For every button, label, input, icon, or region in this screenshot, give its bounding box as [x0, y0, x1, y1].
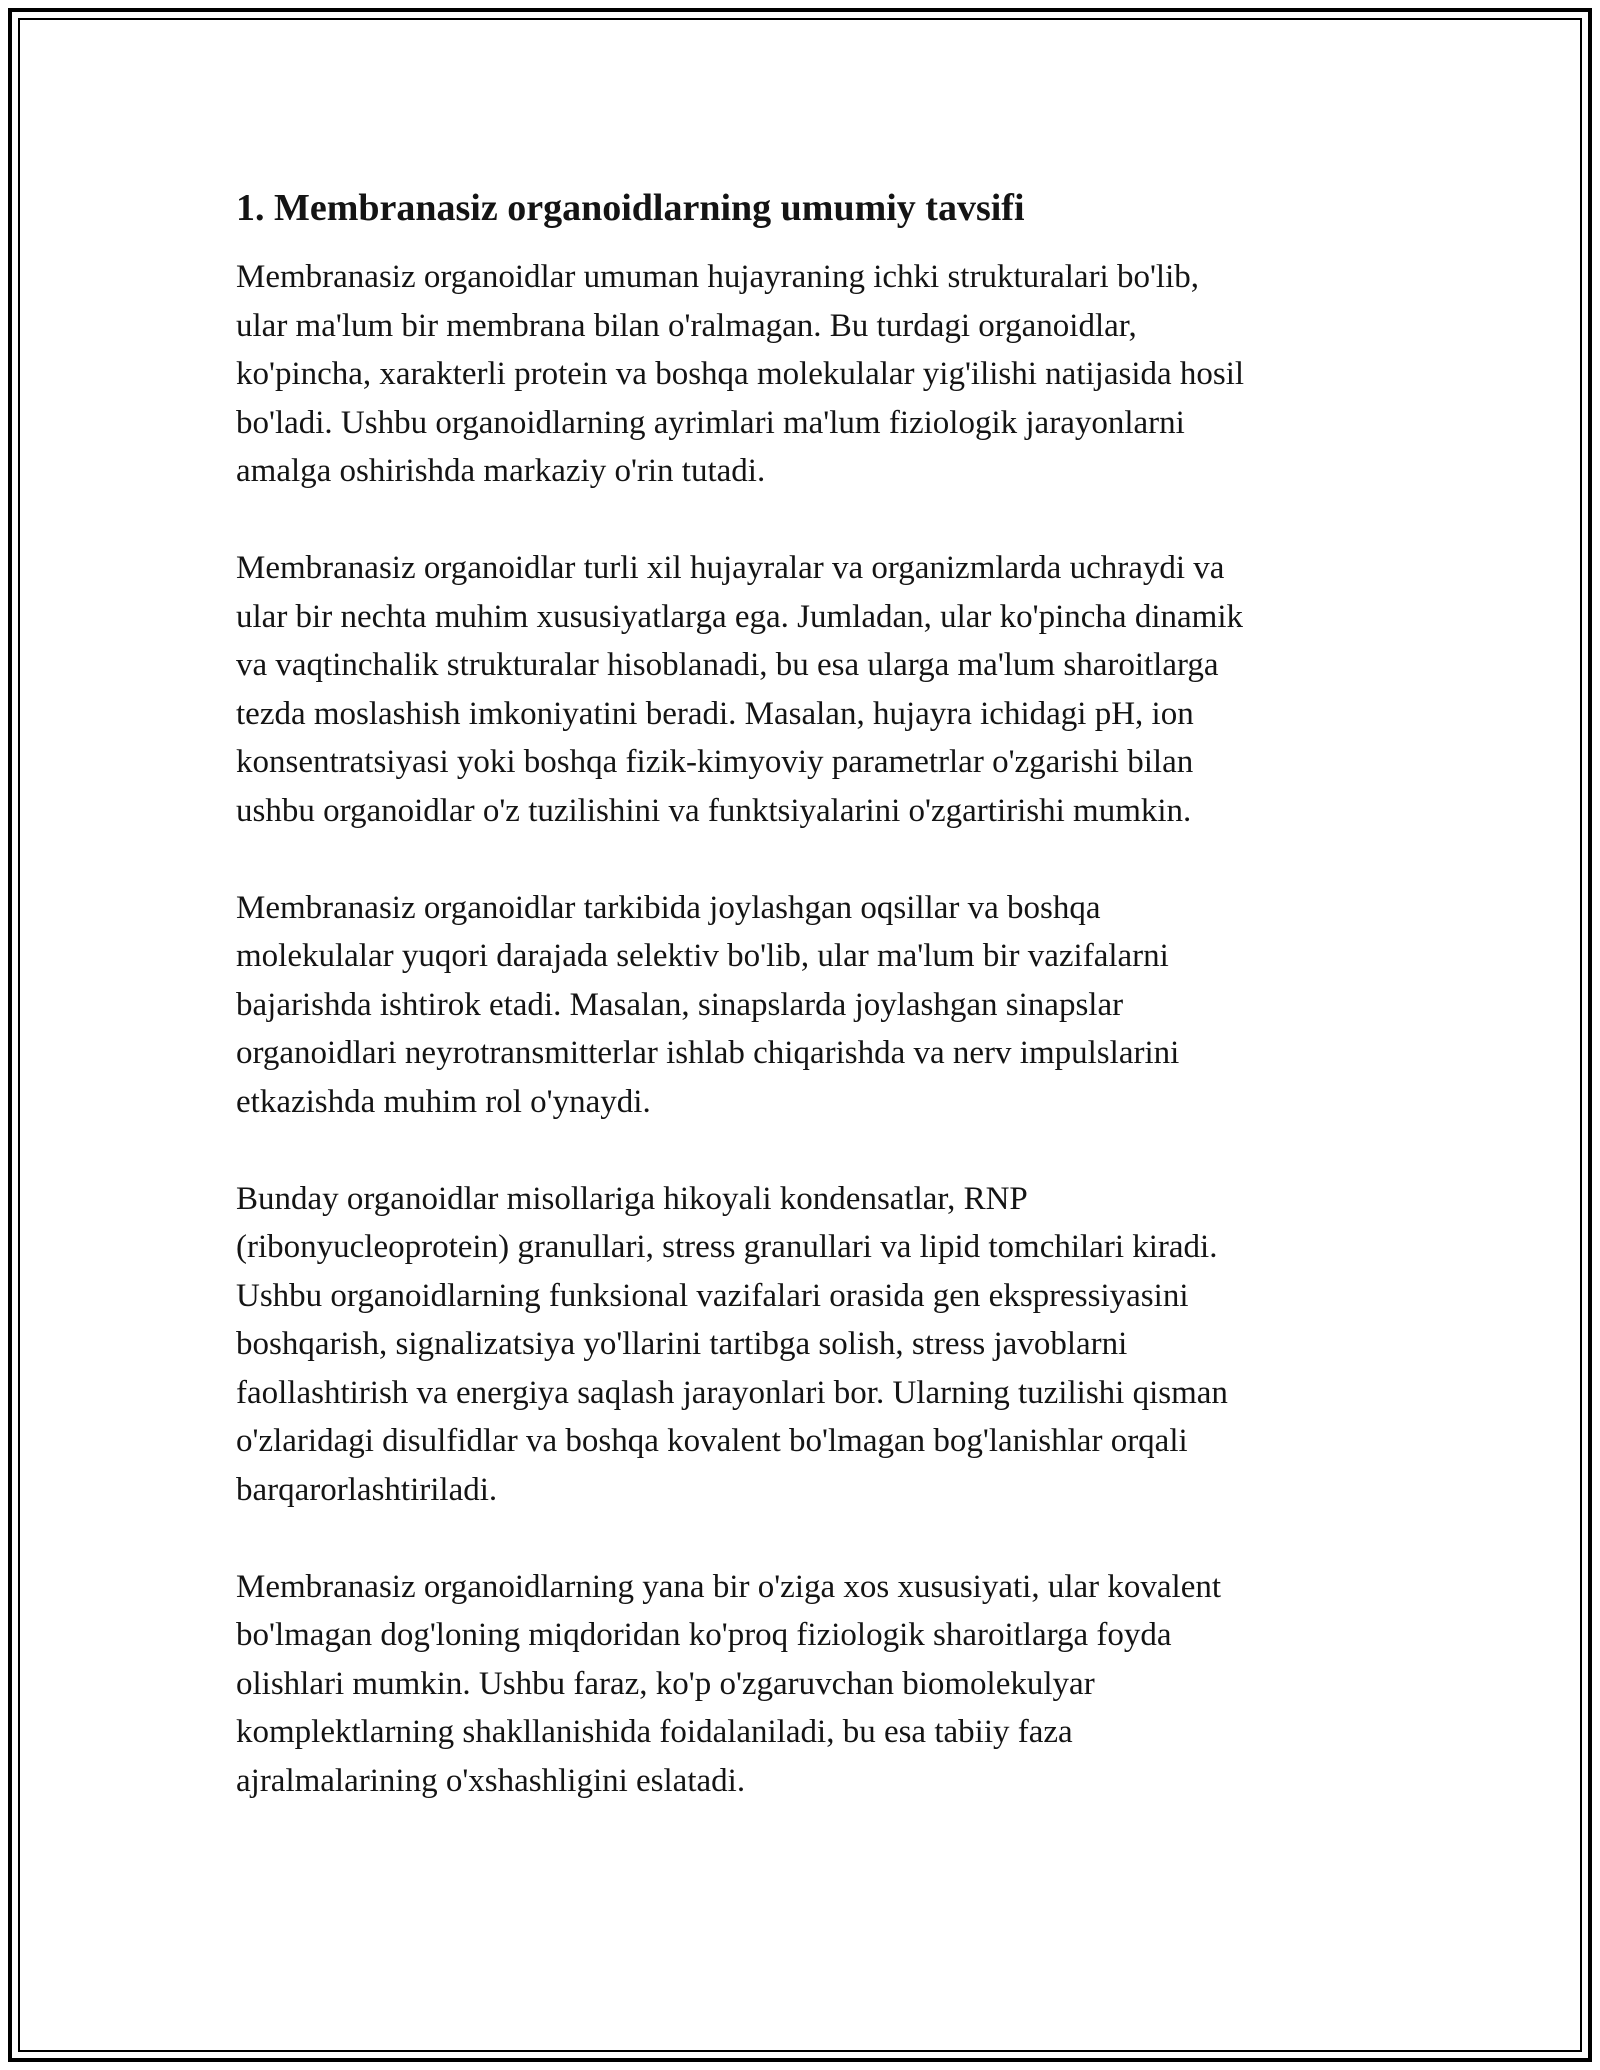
body-paragraph [236, 544, 1376, 835]
paragraph-line: Membranasiz organoidlar turli xil hujayralar va organizmlarda uchraydi va [236, 550, 1225, 587]
paragraph-line: ular bir nechta muhim xususiyatlarga ega. Jumladan, ular ko'pincha dinamik [236, 598, 1243, 635]
paragraph-line: ushbu organoidlar o'z tuzilishini va funktsiyalarini o'zgartirishi mumkin. [236, 792, 1192, 829]
paragraph-line: o'zlaridagi disulfidlar va boshqa kovalent bo'lmagan bog'lanishlar orqali [236, 1423, 1188, 1460]
paragraph-line: ajralmalarining o'xshashligini eslatadi. [236, 1762, 746, 1799]
paragraph-line: Membranasiz organoidlar tarkibida joylashgan oqsillar va boshqa [236, 889, 1101, 926]
section-heading: 1. Membranasiz organoidlarning umumiy tavsifi [236, 187, 1025, 229]
paragraph-line: Bunday organoidlar misollariga hikoyali kondensatlar, RNP [236, 1180, 1028, 1217]
paragraph-line: faollashtirish va energiya saqlash jarayonlari bor. Ularning tuzilishi qisman [236, 1374, 1228, 1411]
paragraph-line: Ushbu organoidlarning funksional vazifalari orasida gen ekspressiyasini [236, 1277, 1189, 1314]
body-paragraph [236, 253, 1376, 496]
paragraph-line: olishlari mumkin. Ushbu faraz, ko'p o'zgaruvchan biomolekulyar [236, 1665, 1095, 1702]
paragraph-line: Membranasiz organoidlar umuman hujayraning ichki strukturalari bo'lib, [236, 259, 1200, 296]
body-paragraph [236, 1563, 1376, 1806]
paragraph-line: Membranasiz organoidlarning yana bir o'ziga xos xususiyati, ular kovalent [236, 1568, 1222, 1605]
body-paragraph [236, 1175, 1376, 1515]
paragraph-line: boshqarish, signalizatsiya yo'llarini tartibga solish, stress javoblarni [236, 1326, 1128, 1363]
paragraph-line: tezda moslashish imkoniyatini beradi. Masalan, hujayra ichidagi pH, ion [236, 695, 1194, 732]
paragraph-line: bo'lmagan dog'loning miqdoridan ko'proq fiziologik sharoitlarga foyda [236, 1617, 1172, 1654]
paragraph-line: komplektlarning shakllanishida foidalaniladi, bu esa tabiiy faza [236, 1714, 1073, 1751]
paragraph-line: organoidlari neyrotransmitterlar ishlab chiqarishda va nerv impulslarini [236, 1035, 1180, 1072]
paragraph-line: etkazishda muhim rol o'ynaydi. [236, 1083, 651, 1120]
paragraph-line: konsentratsiyasi yoki boshqa fizik-kimyoviy parametrlar o'zgarishi bilan [236, 744, 1194, 781]
paragraph-line: barqarorlashtiriladi. [236, 1471, 498, 1508]
paragraph-line: ular ma'lum bir membrana bilan o'ralmagan. Bu turdagi organoidlar, [236, 307, 1137, 344]
paragraph-line: (ribonyucleoprotein) granullari, stress granullari va lipid tomchilari kiradi. [236, 1229, 1218, 1266]
body-paragraph [236, 884, 1376, 1127]
document-body [236, 184, 1376, 1854]
paragraph-line: bo'ladi. Ushbu organoidlarning ayrimlari ma'lum fiziologik jarayonlarni [236, 404, 1185, 441]
paragraph-line: molekulalar yuqori darajada selektiv bo'lib, ular ma'lum bir vazifalarni [236, 938, 1169, 975]
paragraph-list [236, 253, 1376, 1805]
paragraph-line: amalga oshirishda markaziy o'rin tutadi. [236, 453, 766, 490]
paragraph-line: va vaqtinchalik strukturalar hisoblanadi, bu esa ularga ma'lum sharoitlarga [236, 647, 1219, 684]
paragraph-line: bajarishda ishtirok etadi. Masalan, sinapslarda joylashgan sinapslar [236, 986, 1124, 1023]
paragraph-line: ko'pincha, xarakterli protein va boshqa molekulalar yig'ilishi natijasida hosil [236, 356, 1245, 393]
